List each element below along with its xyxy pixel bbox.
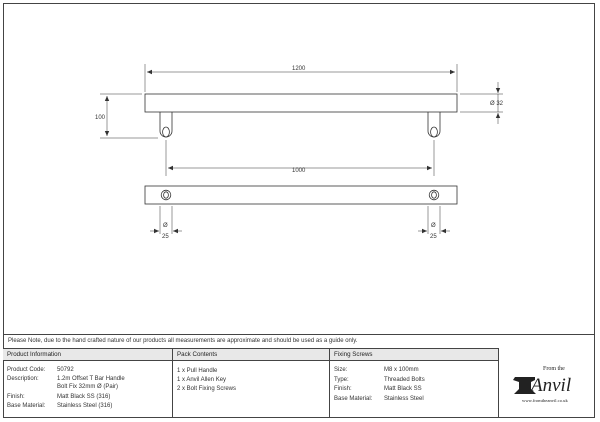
screw-base-material-row bbox=[330, 395, 498, 405]
pack-item: 2 x Bolt Fixing Screws bbox=[177, 386, 237, 393]
screw-finish-label: Finish: bbox=[334, 386, 352, 392]
left-foot bbox=[160, 112, 172, 137]
screw-finish-row bbox=[330, 385, 498, 395]
handle-bar-top bbox=[145, 186, 457, 204]
right-foot-hole bbox=[431, 127, 438, 137]
left-foot-dimension bbox=[150, 206, 182, 234]
info-table bbox=[3, 348, 595, 418]
product-code-value: 50792 bbox=[57, 367, 74, 373]
logo-from-the: From the bbox=[543, 366, 565, 372]
screw-finish-value: Matt Black SS bbox=[384, 386, 422, 392]
base-material-value: Stainless Steel (316) bbox=[57, 403, 113, 409]
logo-url: www.fromtheanvil.co.uk bbox=[522, 398, 568, 403]
description-row bbox=[3, 375, 172, 393]
logo-brand: Anvil bbox=[531, 375, 572, 396]
base-material-row bbox=[3, 402, 172, 411]
pack-item: 1 x Anvil Allen Key bbox=[177, 377, 227, 384]
disclaimer-note: Please Note, due to the hand crafted nature of our products all measurements are approximate and should be used as a guide only. bbox=[3, 334, 595, 348]
right-foot-dimension bbox=[418, 206, 450, 234]
centres-label: 1000 bbox=[292, 168, 306, 174]
length-label: 1200 bbox=[292, 66, 306, 72]
finish-label: Finish: bbox=[7, 394, 25, 400]
pack-item: 1 x Pull Handle bbox=[177, 368, 218, 374]
side-view bbox=[145, 94, 457, 137]
left-foot-diameter-symbol: Ø bbox=[163, 223, 168, 229]
base-material-label: Base Material: bbox=[7, 403, 46, 409]
left-foot-size: 25 bbox=[162, 234, 169, 240]
screw-base-material-value: Stainless Steel bbox=[384, 395, 424, 402]
product-code-label: Product Code: bbox=[7, 367, 46, 373]
description-label: Description: bbox=[7, 376, 39, 382]
right-foot-size: 25 bbox=[430, 234, 437, 240]
fixing-screws-column bbox=[330, 348, 499, 418]
finish-row bbox=[3, 393, 172, 402]
fixing-screws-heading: Fixing Screws bbox=[330, 348, 498, 361]
logo-column bbox=[499, 348, 595, 418]
product-information-column bbox=[3, 348, 173, 418]
pack-contents-column bbox=[173, 348, 330, 418]
product-code-row bbox=[3, 366, 172, 375]
left-foot-hole bbox=[163, 127, 170, 137]
screw-type-value: Threaded Bolts bbox=[384, 376, 425, 383]
handle-bar-side bbox=[145, 94, 457, 112]
screw-base-material-label: Base Material: bbox=[334, 395, 373, 402]
top-view bbox=[145, 186, 457, 204]
product-information-heading: Product Information bbox=[3, 348, 172, 361]
screw-type-label: Type: bbox=[334, 376, 349, 383]
screw-size-label: Size: bbox=[334, 367, 348, 373]
diameter-label: Ø 32 bbox=[490, 101, 504, 107]
height-label: 100 bbox=[95, 115, 106, 121]
screw-size-value: M8 x 100mm bbox=[384, 367, 419, 373]
right-foot bbox=[428, 112, 440, 137]
pack-contents-heading: Pack Contents bbox=[173, 348, 329, 361]
right-foot-diameter-symbol: Ø bbox=[431, 223, 436, 229]
finish-value: Matt Black SS (316) bbox=[57, 394, 111, 400]
screw-size-row bbox=[330, 366, 498, 376]
anvil-logo bbox=[509, 360, 589, 410]
description-value: 1.2m Offset T Bar Handle Bolt Fix 32mm Ø (Pair) bbox=[57, 376, 125, 390]
screw-type-row bbox=[330, 376, 498, 386]
